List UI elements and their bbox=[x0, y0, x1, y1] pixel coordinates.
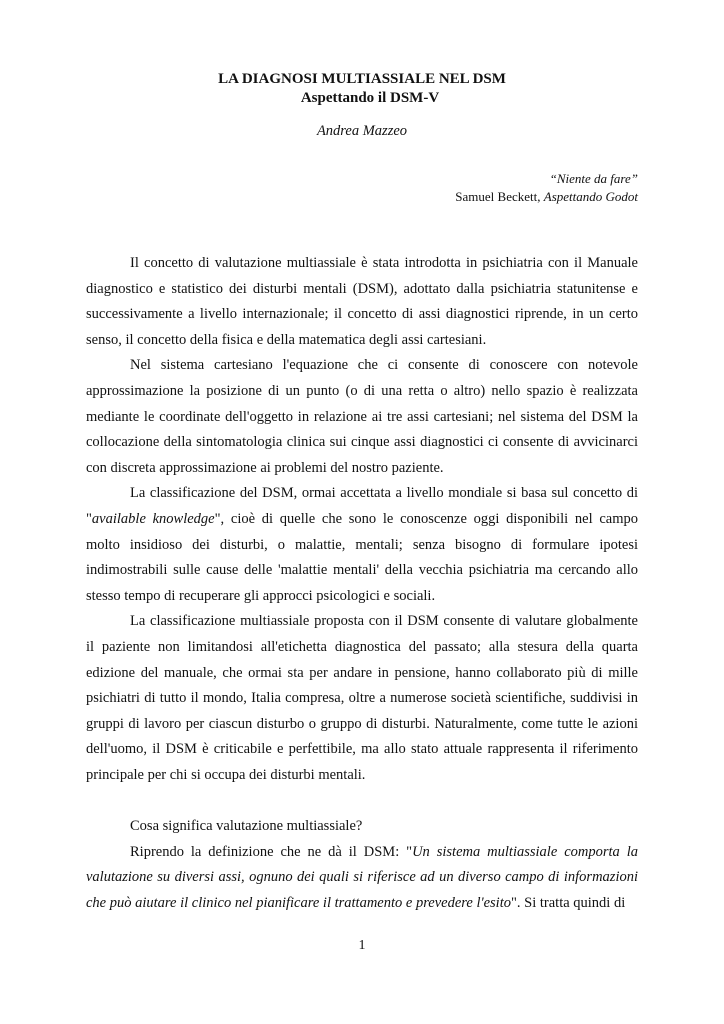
epigraph-quote bbox=[455, 170, 638, 188]
title-line-1: LA DIAGNOSI MULTIASSIALE NEL DSM bbox=[218, 71, 506, 87]
paragraph-4: La classificazione multiassiale proposta con il DSM consente di valutare globalmente il paziente non limitandosi all'etichetta diagnostica del passato; alla stesura della quarta edizione del manuale, che ormai sta per andare in pensione, hanno collaborato più di mille psichiatri di tutto il mondo, Italia compresa, oltre a numerose società scientifiche, suddivisi in gruppi di lavoro per ciascun disturbo o gruppo di disturbi. Naturalmente, come tutte le azioni dell'uomo, il DSM è criticabile e perfettibile, ma allo stato attuale rappresenta il riferimento principale per chi si occupa dei disturbi mentali. bbox=[86, 613, 638, 783]
paragraph-2: Nel sistema cartesiano l'equazione che ci consente di conoscere con notevole approssimazione la posizione di un punto (o di una retta o altro) nello spazio è realizzata mediante le coordinate dell'oggetto in relazione ai tre assi cartesiani; nel sistema del DSM la collocazione della sintomatologia clinica sui cinque assi diagnostici ci consente di avvicinarci con discreta approssimazione ai problemi del nostro paziente. bbox=[86, 357, 638, 476]
paragraph-3-before: La classificazione del DSM, ormai accettata a livello mondiale si basa sul concetto di " bbox=[86, 485, 638, 527]
paragraph-5: Cosa significa valutazione multiassiale? bbox=[130, 818, 363, 835]
paragraph-3 bbox=[86, 481, 638, 609]
author-name: Andrea Mazzeo bbox=[316, 123, 408, 139]
paragraph-3-italic: available knowledge bbox=[91, 510, 215, 527]
epigraph-source-author: Samuel Beckett, bbox=[455, 189, 544, 204]
title-line-2: Aspettando il DSM-V bbox=[300, 90, 440, 106]
document-title bbox=[0, 70, 724, 108]
paragraph-6 bbox=[86, 840, 638, 917]
epigraph-source bbox=[455, 189, 638, 204]
paragraph-6-before: Riprendo la definizione che ne dà il DSM: " bbox=[130, 843, 413, 860]
paragraph-6-after: ". Si tratta quindi di bbox=[510, 894, 626, 911]
epigraph-quote-text: “Niente da fare” bbox=[549, 171, 638, 186]
body-text bbox=[86, 251, 638, 916]
epigraph bbox=[455, 170, 638, 206]
paragraph-3-after: ", cioè di quelle che sono le conoscenze oggi disponibili nel campo molto insidioso dei disturbi, o malattie, mentali; senza bisogno di formulare ipotesi indimostrabili sulle cause delle 'malattie mentali' della vecchia psichiatria ma cercando allo stesso tempo di recuperare gli approcci psicologici e sociali. bbox=[86, 510, 638, 604]
paragraph-6-italic: Un sistema multiassiale comporta la valutazione su diversi assi, ognuno dei quali si riferisce ad un diverso campo di informazioni che può aiutare il clinico nel pianificare il trattamento e prevedere l'esito bbox=[86, 843, 638, 911]
paragraph-1: Il concetto di valutazione multiassiale è stata introdotta in psichiatria con il Manuale diagnostico e statistico dei disturbi mentali (DSM), adottato dalla psichiatria statunitense e successivamente a livello internazionale; il concetto di assi diagnostici riprende, in un certo senso, il concetto della fisica e della matematica degli assi cartesiani. bbox=[86, 255, 638, 348]
epigraph-source-work: Aspettando Godot bbox=[543, 189, 638, 204]
page-number: 1 bbox=[358, 938, 366, 953]
